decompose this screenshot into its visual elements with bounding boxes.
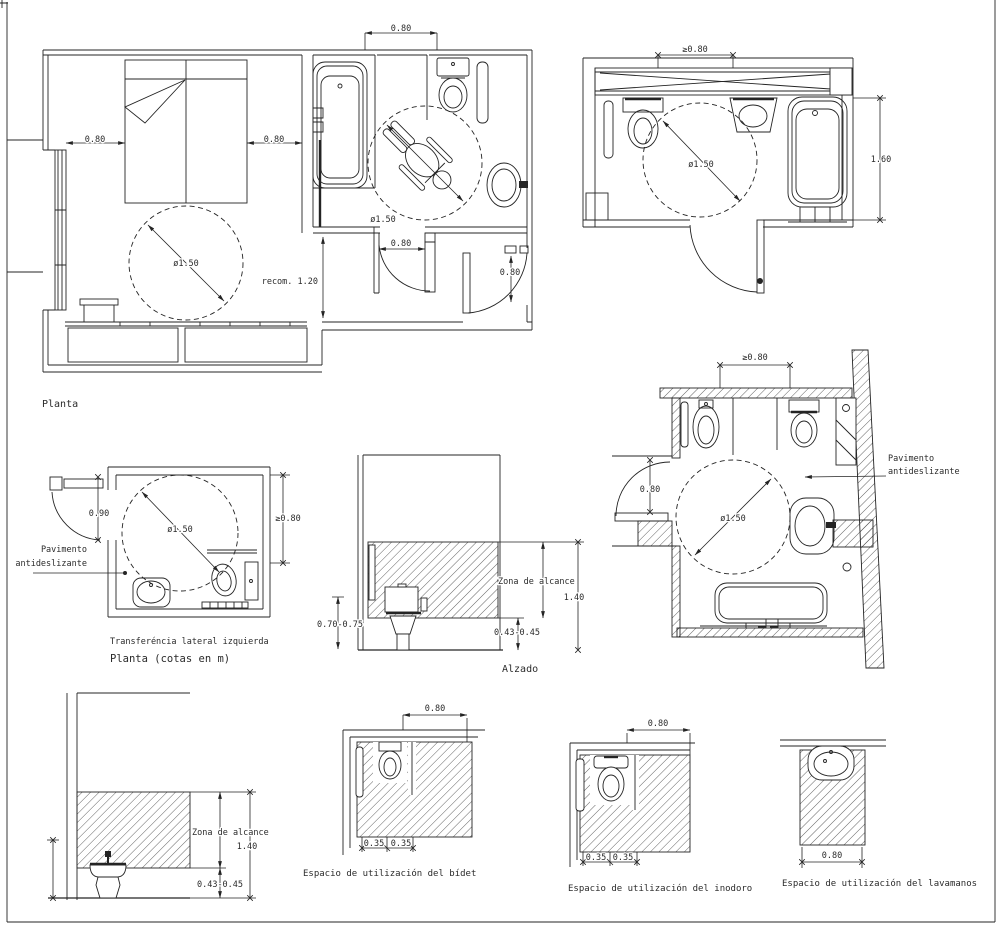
- dim-circle-bedroom: ø1.50: [173, 259, 199, 269]
- dim-ge080: ≥0.80: [275, 514, 301, 524]
- plan-bathroom-three: [612, 350, 960, 668]
- dim-circle: ø1.50: [688, 160, 714, 170]
- caption-espacio-inodoro: Espacio de utilización del inodoro: [568, 884, 753, 894]
- toilet: [604, 98, 663, 158]
- entry-door: [463, 246, 528, 313]
- bidet: [681, 400, 719, 448]
- dim-bed-left: 0.80: [84, 135, 106, 145]
- dim-080: 0.80: [424, 704, 446, 714]
- stool: [80, 299, 118, 322]
- dim-7075: 0.70-0.75: [316, 620, 364, 630]
- dim-corridor: recom. 1.20: [261, 277, 318, 287]
- dim-4345: 0.43-0.45: [196, 880, 244, 890]
- label-pavimento-2: antideslizante: [888, 467, 960, 477]
- wall-bottom: [677, 628, 863, 637]
- diameter-line-bathroom: [387, 125, 463, 201]
- wall-left-upper: [672, 398, 680, 458]
- dim-bed-right: 0.80: [263, 135, 285, 145]
- label-pavimento-1: Pavimento: [888, 454, 935, 464]
- dim-035-a: 0.35: [363, 839, 385, 849]
- dim-door: 0.80: [639, 485, 661, 495]
- grab-bar: [576, 759, 584, 811]
- caption-planta-cotas: Planta (cotas en m): [110, 653, 231, 665]
- detail-espacio-inodoro: [568, 719, 752, 894]
- dim-160: 1.60: [870, 155, 892, 165]
- dim-080: 0.80: [647, 719, 669, 729]
- dim-entry-door: 0.80: [499, 268, 521, 278]
- window: [43, 150, 66, 310]
- plan-lateral-transfer: [15, 467, 300, 665]
- label-pavimento-1: Pavimento: [40, 545, 87, 555]
- dim-circle-bathroom: ø1.50: [370, 215, 396, 225]
- dim-bath-door: 0.80: [390, 239, 412, 249]
- dim-090: 0.90: [88, 509, 110, 519]
- partition-right: [833, 520, 873, 547]
- caption-espacio-lavamanos: Espacio de utilización del lavamanos: [782, 879, 978, 889]
- toilet: [207, 550, 258, 600]
- dim-035-b: 0.35: [612, 853, 634, 863]
- shelf-unit: [836, 398, 856, 465]
- detail-espacio-bidet: [303, 704, 485, 879]
- dim-bath-top: 0.80: [390, 24, 412, 34]
- plan-bathroom-two: [583, 45, 891, 293]
- exterior-ties: [7, 140, 43, 272]
- dim-140: 1.40: [563, 593, 585, 603]
- bathtub: [313, 62, 375, 227]
- wall-lines: [780, 740, 886, 746]
- walls: [108, 467, 270, 617]
- shower-screen: [477, 62, 488, 123]
- door: [690, 220, 764, 293]
- bathtub: [700, 583, 827, 628]
- label-zona-alcance: Zona de alcance: [192, 828, 269, 838]
- dim-ge080: ≥0.80: [742, 353, 768, 363]
- elevation-toilet: [317, 455, 584, 675]
- label-pavimento-2: antideslizante: [15, 559, 87, 569]
- detail-espacio-lavamanos: [780, 740, 977, 889]
- toilet: [789, 400, 819, 447]
- caption-transferencia: Transferéncia lateral izquierda: [110, 637, 269, 647]
- caption-planta: Planta: [42, 399, 79, 410]
- bed: [125, 60, 247, 203]
- washbasin: [487, 163, 528, 207]
- label-zona-alcance: Zona de alcance: [498, 577, 575, 587]
- partition: [631, 755, 639, 810]
- dim-080: 0.80: [821, 851, 843, 861]
- dim-circle: ø1.50: [720, 514, 746, 524]
- dim-035-a: 0.35: [585, 853, 607, 863]
- counter-mirror: [595, 68, 852, 95]
- closet: [65, 322, 307, 362]
- plan-bedroom-bathroom: [7, 24, 532, 410]
- elevation-bidet: [47, 693, 269, 900]
- walls: [43, 50, 532, 372]
- dim-ge080: ≥0.80: [682, 45, 708, 55]
- partitions: [733, 398, 777, 455]
- dim-4345: 0.43-0.45: [493, 628, 541, 638]
- mat: [202, 602, 248, 608]
- washbasin: [790, 498, 836, 554]
- walls: [583, 58, 853, 227]
- dim-035-b: 0.35: [390, 839, 412, 849]
- caption-espacio-bidet: Espacio de utilización del bídet: [303, 869, 477, 879]
- dim-140: 1.40: [236, 842, 258, 852]
- wall-left-lower: [672, 546, 680, 637]
- wall-top: [660, 388, 852, 398]
- drain-symbol: [843, 563, 851, 571]
- reach-zone-hatch: [77, 792, 190, 868]
- grab-bar: [369, 545, 375, 600]
- washbasin: [730, 98, 777, 132]
- wall-right-angled: [852, 350, 884, 668]
- bathtub: [788, 97, 847, 222]
- washbasin: [133, 578, 170, 607]
- partition: [408, 742, 416, 795]
- wall-door-block: [638, 521, 672, 546]
- washbasin-plan: [808, 746, 854, 780]
- caption-alzado: Alzado: [502, 664, 539, 675]
- toilet: [437, 58, 469, 112]
- cabinet: [586, 193, 608, 220]
- dim-circle: ø1.50: [167, 525, 193, 535]
- grab-bar: [356, 747, 363, 797]
